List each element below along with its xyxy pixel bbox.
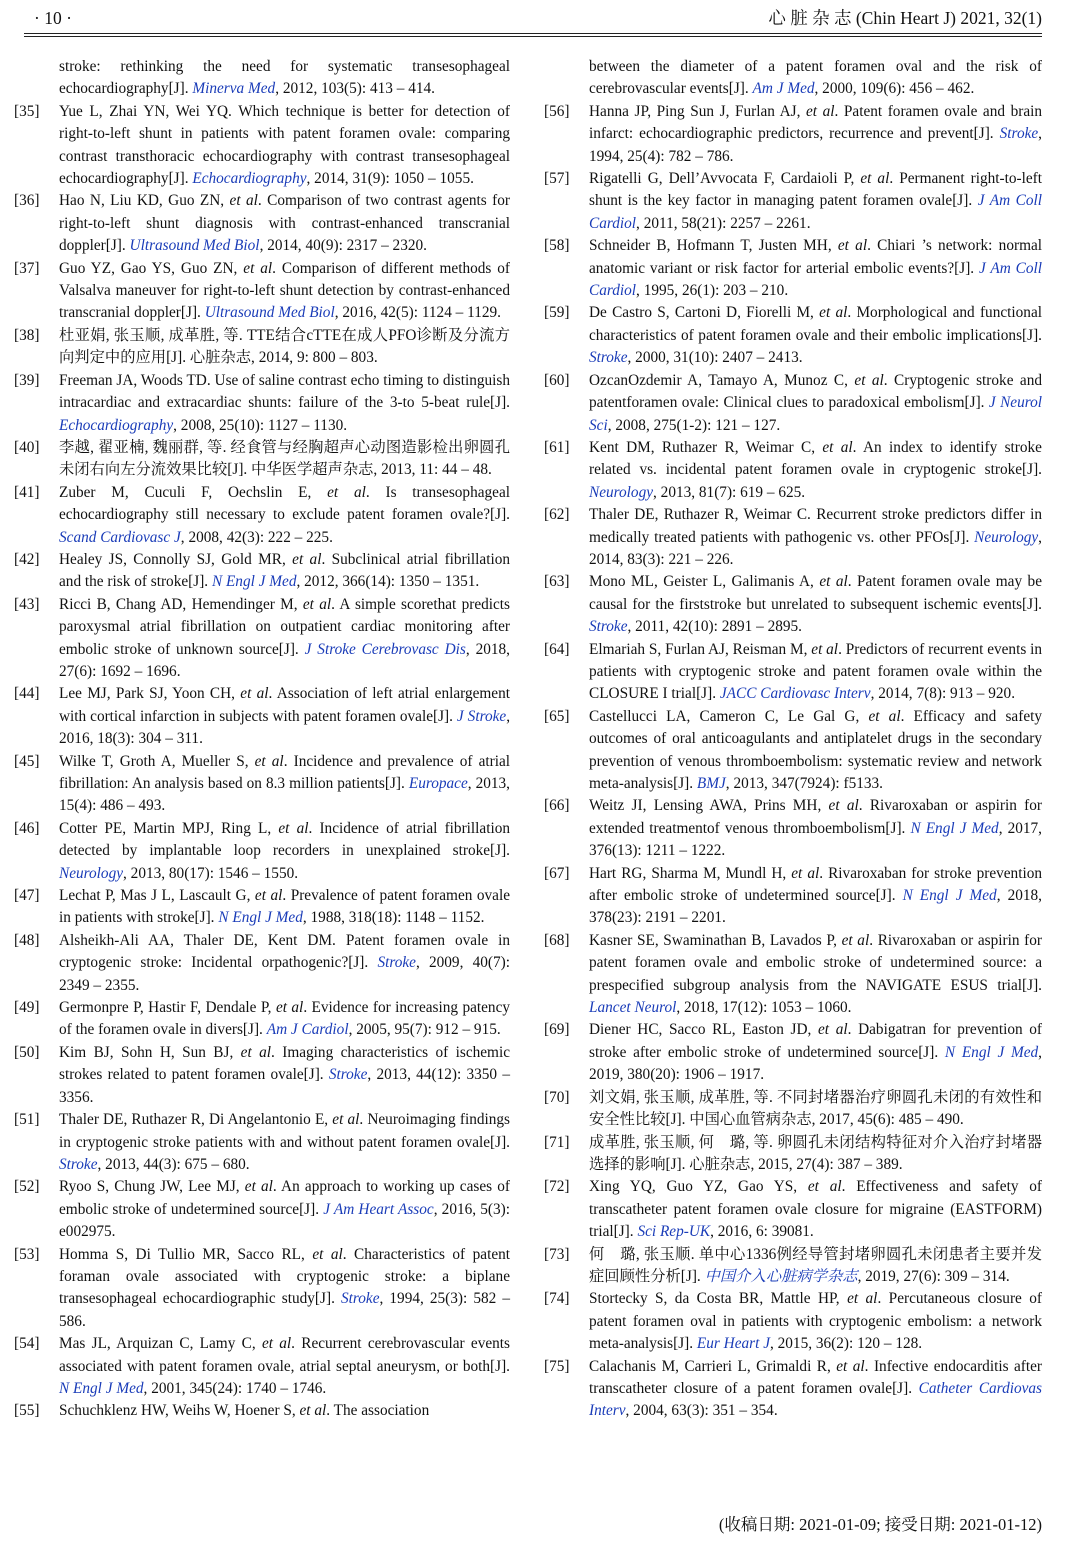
reference-text: Wilke T, Groth A, Mueller S, [59, 752, 255, 770]
reference-number: [38] [14, 326, 40, 344]
reference-text: between the diameter of a patent foramen oval and the risk of cerebrovascular events[J]. [589, 58, 1042, 98]
reference-entry [544, 56, 1042, 101]
journal-name-link: Echocardiography [192, 170, 307, 188]
reference-entry [14, 56, 510, 101]
reference-text: Hart RG, Sharma M, Mundl H, [589, 864, 792, 882]
et-al: et al [791, 864, 820, 882]
reference-text: Alsheikh-Ali AA, Thaler DE, Kent DM. Patent foramen ovale in cryptogenic stroke: Incidental orpathogenic?[J]. [59, 931, 510, 972]
reference-text: . Predictors of recurrent events in patients with cryptogenic stroke and patent foramen ovale within the CLOSURE I trial[J]. [589, 640, 1043, 703]
reference-text: , 2014, 40(9): 2317 – 2320. [259, 237, 427, 255]
reference-text: . Rivaroxaban for stroke prevention after embolic stroke of undetermined source[J]. [589, 864, 1042, 905]
reference-number: [42] [14, 550, 40, 568]
reference-entry [14, 683, 510, 750]
reference-text: , 2000, 109(6): 456 – 462. [814, 80, 975, 98]
reference-text: Calachanis M, Carrieri L, Grimaldi R, [589, 1357, 837, 1375]
reference-entry [14, 101, 510, 191]
reference-number: [51] [14, 1111, 40, 1129]
journal-name-link: N Engl J Med [902, 887, 997, 905]
reference-entry [544, 1087, 1042, 1132]
reference-text: , 2016, 42(5): 1124 – 1129. [334, 304, 501, 322]
reference-entry [14, 325, 510, 370]
reference-text: . Comparison of two contrast agents for right-to-left shunt diagnosis with contrast-enhanced transcranial doppler[J]. [59, 192, 511, 255]
reference-number: [55] [14, 1402, 40, 1420]
reference-number: [47] [14, 887, 40, 905]
et-al: et al [332, 1111, 360, 1129]
journal-name-link: J Am Heart Assoc [323, 1200, 434, 1218]
received-dates: (收稿日期: 2021-01-09; 接受日期: 2021-01-12) [718, 1515, 1042, 1534]
reference-text: . Subclinical atrial fibrillation and the risk of stroke[J]. [59, 550, 510, 591]
et-al: et al [819, 573, 848, 591]
reference-text: . Association of left atrial enlargement with cortical infarction in subjects with patent foramen ovale[J]. [59, 685, 510, 725]
reference-entry [544, 1356, 1042, 1423]
reference-text: 成革胜, 张玉顺, 何 璐, 等. 卵圆孔未闭结构特征对介入治疗封堵器选择的影响[J]. 心脏杂志, 2015, 27(4): 387 – 389. [589, 1133, 1042, 1173]
reference-number: [74] [544, 1290, 570, 1308]
journal-name-link: Am J Cardiol [266, 1021, 349, 1039]
reference-number: [73] [544, 1245, 570, 1263]
journal-name-link: J Stroke Cerebrovasc Dis [304, 640, 466, 658]
reference-number: [49] [14, 999, 40, 1017]
reference-number: [72] [544, 1178, 570, 1196]
et-al: et al [240, 1043, 272, 1061]
reference-text: , 2012, 366(14): 1350 – 1351. [296, 573, 480, 591]
reference-text: , 2013, 347(7924): f5133. [725, 775, 884, 792]
reference-text: . Is transesophageal echocardiography still necessary to exclude patent foramen ovale?[J]. [59, 483, 510, 524]
journal-name-link: Stroke [377, 954, 416, 972]
reference-number: [52] [14, 1178, 40, 1196]
reference-text: , 2013, 80(17): 1546 – 1550. [123, 864, 299, 882]
reference-text: . A simple scorethat predicts paroxysmal atrial fibrillation on outpatient cardiac monitoring after embolic stroke of unknown source[J]. [59, 595, 510, 658]
reference-text: Weitz JI, Lensing AWA, Prins MH, [589, 797, 829, 815]
reference-text: , 2012, 103(5): 413 – 414. [275, 80, 435, 98]
reference-text: , 2005, 95(7): 912 – 915. [348, 1021, 501, 1039]
reference-text: . An index to identify stroke related vs. incidental patent foramen ovale in cryptogenic stroke[J]. [589, 438, 1042, 479]
journal-name-link: Stroke [589, 618, 628, 636]
reference-entry [14, 1109, 510, 1176]
reference-text: , 2013, 81(7): 619 – 625. [653, 483, 806, 501]
reference-entry [544, 571, 1042, 638]
et-al: et al [254, 887, 283, 905]
reference-entry [14, 370, 510, 437]
reference-text: . Efficacy and safety outcomes of oral anticoagulants and antiplatelet drugs in the secondary prevention of venous thromboembolism: systematic review and network meta-analysis[J]. [589, 707, 1043, 792]
reference-text: . Infective endocarditis after transcatheter closure of a patent foramen ovale[J]. [589, 1357, 1042, 1397]
et-al: et al [302, 595, 332, 613]
reference-number: [39] [14, 371, 40, 389]
reference-entry [544, 706, 1042, 796]
journal-name-link: Lancet Neurol [589, 999, 677, 1017]
journal-title: 心 脏 杂 志 (Chin Heart J) 2021, 32(1) [768, 8, 1042, 28]
reference-number: [37] [14, 259, 40, 277]
reference-text: Yue L, Zhai YN, Wei YQ. Which technique is better for detection of right-to-left shunt in patients with patent foramen ovale: comparing contrast transthoracic echocardiography with contrast transesophageal echocardiography[J]. [59, 102, 510, 188]
reference-text: Stortecky S, da Costa BR, Mattle HP, [589, 1290, 848, 1308]
reference-text: Cotter PE, Martin MPJ, Ring L, [59, 819, 279, 837]
journal-name-link: Stroke [59, 1155, 98, 1173]
journal-name-link: Echocardiography [59, 416, 174, 434]
journal-name-link: Am J Med [752, 80, 815, 98]
et-al: et al [819, 304, 848, 322]
page-number: · 10 · [34, 8, 72, 28]
reference-text: , 2000, 31(10): 2407 – 2413. [627, 349, 803, 367]
reference-number: [56] [544, 102, 570, 120]
et-al: et al [836, 1357, 865, 1375]
journal-name-link: Neurology [59, 864, 124, 882]
reference-text: Ricci B, Chang AD, Hemendinger M, [59, 595, 303, 613]
journal-name-link: Catheter Cardiovas Interv [589, 1379, 1043, 1420]
reference-number: [58] [544, 237, 570, 255]
et-al: et al [244, 1178, 273, 1196]
reference-entry [544, 437, 1042, 504]
reference-entry [544, 1019, 1042, 1086]
reference-entry [14, 1400, 510, 1422]
reference-text: Lechat P, Mas J L, Lascault G, [59, 887, 255, 905]
left-column-references [14, 56, 510, 1423]
reference-entry [544, 168, 1042, 235]
reference-text: Ryoo S, Chung JW, Lee MJ, [59, 1178, 245, 1196]
reference-entry [544, 1244, 1042, 1289]
reference-text: . Patent foramen ovale and brain infarct: echocardiographic predictors, recurrence and prevent[J]. [589, 102, 1043, 143]
reference-text: Thaler DE, Ruthazer R, Weimar C. Recurrent stroke predictors differ in medically treated patients with pathogenic vs. other PFOs[J]. [589, 506, 1042, 546]
reference-entry [14, 437, 510, 482]
reference-text: , 2008, 25(10): 1127 – 1130. [173, 416, 348, 434]
reference-text: , 2001, 345(24): 1740 – 1746. [143, 1379, 327, 1397]
journal-name-link: 中国介入心脏病学杂志 [704, 1267, 858, 1285]
reference-text: Castellucci LA, Cameron C, Le Gal G, [589, 707, 869, 725]
reference-entry [14, 482, 510, 549]
reference-entry [544, 101, 1042, 168]
et-al: et al [854, 371, 884, 389]
journal-name-link: Sci Rep-UK [637, 1223, 711, 1241]
reference-text: Elmariah S, Furlan AJ, Reisman M, [589, 640, 812, 658]
journal-name-link: J Neurol Sci [589, 394, 1042, 434]
reference-entry [544, 302, 1042, 369]
reference-text: . The association [326, 1402, 430, 1420]
journal-name-link: BMJ [696, 775, 726, 792]
journal-name-link: Ultrasound Med Biol [129, 237, 260, 255]
et-al: et al [807, 1178, 842, 1196]
reference-number: [66] [544, 797, 570, 815]
right-column-references [544, 56, 1042, 1423]
reference-text: . Incidence of atrial fibrillation detected by implantable loop recorders in unexplained stroke[J]. [59, 819, 510, 860]
reference-entry [14, 818, 510, 885]
et-al: et al [275, 999, 304, 1017]
et-al: et al [240, 685, 269, 703]
reference-entry [14, 258, 510, 325]
et-al: et al [229, 192, 258, 210]
reference-text: Zuber M, Cuculi F, Oechslin E, [59, 483, 328, 501]
reference-text: . Effectiveness and safety of transcatheter patent foramen ovale closure for migraine (EASTFORM) trial[J]. [589, 1178, 1043, 1241]
et-al: et al [806, 102, 835, 120]
et-al: et al [818, 1021, 848, 1039]
reference-number: [59] [544, 304, 570, 322]
reference-text: , 2014, 31(9): 1050 – 1055. [306, 170, 474, 188]
reference-text: . Rivaroxaban or aspirin for extended treatmentof venous thromboembolism[J]. [589, 797, 1042, 837]
reference-number: [40] [14, 438, 40, 456]
reference-text: OzcanOzdemir A, Tamayo A, Munoz C, [589, 371, 855, 389]
reference-text: . Neuroimaging findings in cryptogenic stroke patients with and without patent foramen ovale[J]. [59, 1111, 510, 1151]
reference-number: [75] [544, 1357, 570, 1375]
reference-number: [67] [544, 864, 570, 882]
reference-text: . Imaging characteristics of ischemic strokes related to patent foramen ovale[J]. [59, 1043, 510, 1084]
reference-text: 杜亚娟, 张玉顺, 成革胜, 等. TTE结合cTTE在成人PFO诊断及分流方向判定中的应用[J]. 心脏杂志, 2014, 9: 800 – 803. [59, 326, 510, 367]
reference-number: [65] [544, 707, 570, 725]
journal-name-link: J Stroke [456, 707, 507, 725]
reference-text: , 1994, 25(3): 582 – 586. [59, 1290, 510, 1330]
reference-text: . Dabigatran for prevention of stroke after embolic stroke of undetermined source[J]. [589, 1021, 1043, 1061]
et-al: et al [254, 752, 284, 770]
header-rule [24, 33, 1042, 34]
reference-number: [57] [544, 170, 570, 188]
reference-entry [14, 930, 510, 997]
reference-text: Homma S, Di Tullio MR, Sacco RL, [59, 1245, 313, 1263]
journal-name-link: N Engl J Med [218, 909, 303, 927]
journal-name-link: Minerva Med [192, 80, 276, 98]
reference-entry [544, 795, 1042, 862]
journal-name-link: Ultrasound Med Biol [204, 304, 335, 322]
reference-number: [50] [14, 1043, 40, 1061]
reference-text: , 2018, 378(23): 2191 – 2201. [589, 887, 1042, 927]
reference-text: Kim BJ, Sohn H, Sun BJ, [59, 1043, 241, 1061]
et-al: et al [312, 1245, 343, 1263]
reference-text: Kasner SE, Swaminathan B, Lavados P, [589, 931, 842, 949]
page-header [24, 6, 1042, 30]
et-al: et al [847, 1290, 878, 1308]
reference-text: Rigatelli G, Dell’Avvocata F, Cardaioli P, [589, 170, 861, 188]
reference-text: , 2011, 42(10): 2891 – 2895. [627, 618, 803, 636]
reference-number: [61] [544, 438, 570, 456]
reference-text: stroke: rethinking the need for systematic transesophageal echocardiography[J]. [59, 58, 510, 98]
reference-text: Mas JL, Arquizan C, Lamy C, [59, 1335, 262, 1353]
reference-text: , 2004, 63(3): 351 – 354. [625, 1402, 778, 1420]
et-al: et al [327, 483, 366, 501]
reference-text: . Comparison of different methods of Valsalva maneuver for right-to-left shunt detection by contrast-enhanced transcranial doppler[J]. [59, 259, 511, 322]
journal-name-link: Europace [408, 775, 468, 792]
et-al: et al [811, 640, 839, 658]
reference-text: , 2013, 15(4): 486 – 493. [59, 775, 510, 815]
reference-text: Schneider B, Hofmann T, Justen MH, [589, 237, 838, 255]
reference-text: 李越, 翟亚楠, 魏丽群, 等. 经食管与经胸超声心动图造影检出卵圆孔未闭右向左分流效果比较[J]. 中华医学超声杂志, 2013, 11: 44 – 48. [59, 438, 510, 479]
journal-name-link: N Engl J Med [59, 1379, 144, 1397]
reference-entry [544, 930, 1042, 1020]
reference-entry [14, 751, 510, 818]
reference-text: , 2016, 5(3): e002975. [59, 1200, 510, 1241]
reference-text: . Morphological and functional characteristics of patent foramen ovale and their embolic implications[J]. [589, 304, 1042, 344]
reference-text: , 2018, 27(6): 1692 – 1696. [59, 640, 510, 680]
reference-entry [14, 1042, 510, 1109]
reference-number: [46] [14, 819, 40, 837]
et-al: et al [841, 931, 870, 949]
reference-text: , 2017, 376(13): 1211 – 1222. [589, 819, 1042, 860]
reference-entry [544, 863, 1042, 930]
reference-text: . Characteristics of patent foraman ovale associated with cryptogenic stroke: a biplane transesophageal echocardiographic study[J]. [59, 1245, 511, 1308]
reference-text: , 2014, 83(3): 221 – 226. [589, 528, 1042, 568]
reference-text: . Cryptogenic stroke and patentforamen ovale: Clinical clues to paradoxical embolism[J]. [589, 371, 1043, 412]
reference-entry [14, 190, 510, 257]
reference-text: Hanna JP, Ping Sun J, Furlan AJ, [589, 102, 807, 120]
reference-text: Xing YQ, Guo YZ, Gao YS, [589, 1178, 808, 1196]
reference-text: , 2009, 40(7): 2349 – 2355. [59, 954, 510, 994]
reference-text: Freeman JA, Woods TD. Use of saline contrast echo timing to distinguish intracardiac and extracardiac shunts: failure of the 3-to 5-beat rule[J]. [59, 371, 510, 412]
reference-entry [14, 1176, 510, 1243]
reference-text: . Permanent right-to-left shunt is the key factor in managing patent foramen ovale[J]. [589, 170, 1043, 210]
reference-text: . Chiari ’s network: normal anatomic variant or risk factor for arterial embolic events?[J]. [589, 237, 1043, 277]
journal-name-link: Neurology [974, 528, 1039, 546]
reference-text: , 2019, 380(20): 1906 – 1917. [589, 1043, 1042, 1084]
reference-text: , 2008, 42(3): 222 – 225. [180, 528, 333, 546]
reference-text: , 2011, 58(21): 2257 – 2261. [636, 214, 811, 232]
reference-text: , 2014, 7(8): 913 – 920. [870, 685, 1016, 703]
reference-text: , 1994, 25(4): 782 – 786. [589, 125, 1042, 165]
reference-text: . Rivaroxaban or aspirin for patent foramen ovale and embolic stroke of undetermined source: a prespecified subgroup analysis from the NAVIGATE ESUS trial[J]. [589, 931, 1042, 994]
reference-entry [14, 1244, 510, 1334]
reference-number: [48] [14, 931, 40, 949]
reference-text: Healey JS, Connolly SJ, Gold MR, [59, 550, 293, 568]
journal-name-link: N Engl J Med [910, 819, 999, 837]
reference-text: 何 璐, 张玉顺. 单中心1336例经导管封堵卵圆孔未闭患者主要并发症回顾性分析[J]. [589, 1245, 1042, 1285]
reference-number: [71] [544, 1133, 570, 1151]
reference-text: , 2013, 44(12): 3350 – 3356. [59, 1066, 510, 1106]
reference-number: [45] [14, 752, 40, 770]
reference-text: Germonpre P, Hastir F, Dendale P, [59, 999, 276, 1017]
reference-number: [70] [544, 1088, 570, 1106]
journal-name-link: JACC Cardiovasc Interv [719, 685, 871, 703]
reference-number: [53] [14, 1245, 40, 1263]
reference-text: , 2016, 6: 39081. [710, 1223, 814, 1241]
et-al: et al [299, 1402, 327, 1420]
reference-number: [41] [14, 483, 40, 501]
journal-name-link: Eur Heart J [696, 1335, 770, 1353]
reference-entry [544, 639, 1042, 706]
reference-text: Mono ML, Geister L, Galimanis A, [589, 573, 820, 591]
reference-text: , 2015, 36(2): 120 – 128. [769, 1335, 923, 1353]
reference-entry [14, 1333, 510, 1400]
journal-name-link: Scand Cardiovasc J [59, 528, 181, 546]
reference-number: [63] [544, 573, 570, 591]
reference-number: [62] [544, 506, 570, 524]
reference-number: [43] [14, 595, 40, 613]
reference-entry [544, 504, 1042, 571]
reference-number: [60] [544, 371, 570, 389]
reference-text: Diener HC, Sacco RL, Easton JD, [589, 1021, 818, 1039]
reference-text: , 2013, 44(3): 675 – 680. [97, 1155, 250, 1173]
et-al: et al [278, 819, 309, 837]
et-al: et al [860, 170, 890, 188]
reference-text: Schuchklenz HW, Weihs W, Hoener S, [59, 1402, 300, 1420]
journal-name-link: Stroke [589, 349, 628, 367]
reference-number: [36] [14, 192, 40, 210]
reference-text: . Recurrent cerebrovascular events associated with patent foramen ovale, atrial septal aneurysm, or both[J]. [59, 1335, 511, 1375]
journal-name-link: J Am Coll Cardiol [589, 192, 1042, 232]
journal-name-link: Stroke [328, 1066, 368, 1084]
header-rule-double [24, 36, 1042, 37]
journal-name-link: Neurology [589, 483, 654, 501]
journal-name-link: Stroke [999, 125, 1039, 143]
journal-name-link: N Engl J Med [944, 1043, 1039, 1061]
reference-text: . An approach to working up cases of embolic stroke of undetermined source[J]. [59, 1178, 510, 1218]
reference-number: [64] [544, 640, 570, 658]
reference-number: [54] [14, 1335, 40, 1353]
reference-entry [544, 370, 1042, 437]
reference-entry [544, 235, 1042, 302]
reference-text: Guo YZ, Gao YS, Guo ZN, [59, 259, 244, 277]
et-al: et al [292, 550, 322, 568]
reference-entry [14, 549, 510, 594]
journal-name-link: Stroke [340, 1290, 380, 1308]
reference-text: Thaler DE, Ruthazer R, Di Angelantonio E, [59, 1111, 333, 1129]
reference-text: De Castro S, Cartoni D, Fiorelli M, [589, 304, 820, 322]
journal-name-link: J Am Coll Cardiol [589, 259, 1043, 300]
reference-entry [544, 1176, 1042, 1243]
reference-text: . Prevalence of patent foramen ovale in patients with stroke[J]. [59, 887, 511, 927]
reference-entry [14, 594, 510, 684]
reference-entry [14, 885, 510, 930]
reference-text: . Incidence and prevalence of atrial fibrillation: An analysis based on 8.3 million patients[J]. [59, 752, 510, 792]
et-al: et al [822, 438, 853, 456]
reference-entry [544, 1288, 1042, 1355]
et-al: et al [261, 1335, 292, 1353]
reference-text: 刘文娟, 张玉顺, 成革胜, 等. 不同封堵器治疗卵圆孔未闭的有效性和安全性比较[J]. 中国心血管病杂志, 2017, 45(6): 485 – 490. [589, 1088, 1042, 1129]
reference-text: . Evidence for increasing patency of the foramen ovale in divers[J]. [59, 999, 511, 1039]
reference-text: , 1995, 26(1): 203 – 210. [636, 282, 789, 300]
reference-text: , 2016, 18(3): 304 – 311. [59, 707, 511, 748]
et-al: et al [828, 797, 859, 815]
reference-text: , 2008, 275(1-2): 121 – 127. [607, 416, 781, 434]
reference-number: [35] [14, 102, 40, 120]
reference-entry [544, 1132, 1042, 1177]
et-al: et al [837, 237, 868, 255]
reference-entry [14, 997, 510, 1042]
reference-text: Kent DM, Ruthazer R, Weimar C, [589, 438, 823, 456]
reference-text: Lee MJ, Park SJ, Yoon CH, [59, 685, 241, 703]
journal-name-link: N Engl J Med [211, 573, 297, 591]
reference-number: [44] [14, 685, 40, 703]
reference-text: . Patent foramen ovale may be causal for the firststroke but unrelated to subsequent ischemic events[J]. [589, 573, 1042, 613]
et-al: et al [243, 259, 273, 277]
reference-text: , 1988, 318(18): 1148 – 1152. [302, 909, 485, 927]
reference-text: , 2018, 17(12): 1053 – 1060. [676, 999, 852, 1017]
reference-number: [68] [544, 931, 570, 949]
reference-text: , 2019, 27(6): 309 – 314. [857, 1267, 1010, 1285]
reference-number: [69] [544, 1021, 570, 1039]
reference-text: Hao N, Liu KD, Guo ZN, [59, 192, 230, 210]
et-al: et al [868, 707, 901, 725]
reference-text: . Percutaneous closure of patent foramen oval in patients with cryptogenic embolism: a network meta-analysis[J]. [589, 1290, 1043, 1353]
